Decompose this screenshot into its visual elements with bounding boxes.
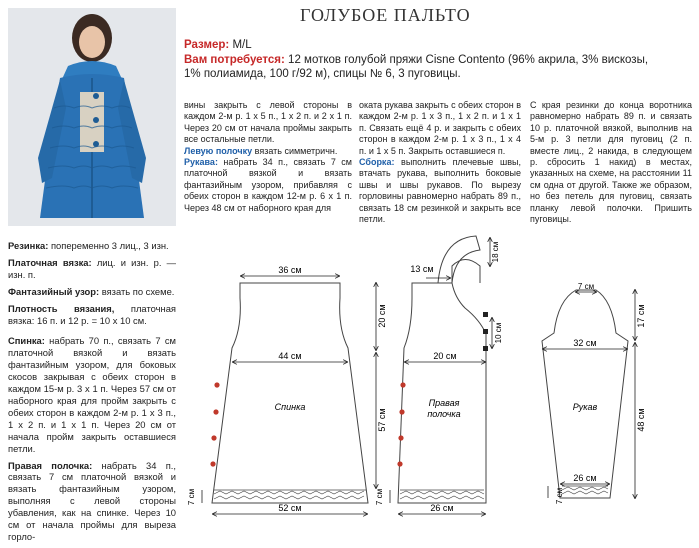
materials-line-2: 1% полиамида, 100 г/92 м), спицы № 6, 3 пуговицы. — [184, 68, 461, 80]
back-diagram — [187, 265, 387, 514]
fancy-text: вязать по схеме. — [99, 285, 175, 297]
back-rib-height: 7 см — [187, 488, 196, 506]
left-front-label: Левую полочку — [184, 145, 253, 156]
decrease-marker — [211, 435, 216, 440]
assembly-text: выполнить плечевые швы, втачать рукава, выполнить боковые швы и швы рукавов. По вырезу горловины равномерно набрать 89 п., связать 18 см резинкой и закрыть все петли. — [359, 157, 521, 225]
decrease-marker — [399, 409, 404, 414]
decrease-marker — [214, 382, 219, 387]
right-front-label: Правая полочка: — [8, 459, 93, 471]
rib-label: Резинка: — [8, 240, 49, 251]
front-rib-height: 7 см — [375, 488, 384, 506]
garter-text: лиц. и изн. р. — изн. п. — [8, 256, 177, 280]
back-label: Спинка: — [8, 335, 45, 347]
sleeve-label: Рукав — [572, 402, 598, 412]
size-label: Размер: — [184, 39, 230, 51]
right-front-diagram — [375, 236, 503, 514]
front-label-line2: полочка — [427, 409, 461, 419]
page-title: ГОЛУБОЕ ПАЛЬТО — [300, 5, 471, 25]
garter-label: Платочная вязка: — [8, 256, 92, 268]
col2-paragraph: оката рукава закрыть с обеих сторон в каждом 2-м р. 1 x 3 п., 1 x 2 п. и 1 x 1 п. Связать ещё 4 р. и закрыть с обеих сторон в каждом 2-м р. 1 x 3 п., 1 x 4 п. и 1 x 5 п. Закрыть оставшиеся п. — [359, 100, 521, 156]
back-bottom-width: 52 см — [278, 503, 302, 513]
materials-line-1 — [184, 53, 648, 67]
sleeve-length: 48 см — [636, 408, 646, 432]
col3-paragraph: С края резинки до конца воротника равномерно набрать 89 п. и связать 10 р. платочной вязкой, выполнив на 5-м р. 3 петли для пуговиц (2 п. вместе лиц., 2 накида, в следующем р. сбросить 1 накид) в местах, указанных на схеме, на расстоянии 11 см одна от другой. Также же образом, но без петель для пуговиц, связать планку левой полочки. Пришить пуговицы. — [530, 100, 692, 225]
materials-text-1: 12 мотков голубой пряжи Cisne Contento (96% акрила, 3% вискозы, — [284, 54, 649, 66]
coat-photo — [8, 8, 176, 226]
sleeve-label: Рукава: — [184, 157, 218, 168]
sleeve-text: набрать 34 п., связать 7 см платочной вязкой и вязать фантазийным узором, прибавляя с обеих сторон в каждом 12-м р. 6 x 1 п. Через 48 см от наборного края для — [184, 157, 352, 213]
front-label-line1: Правая — [428, 398, 460, 408]
sleeve-cap-height: 17 см — [636, 304, 646, 328]
sleeve-bottom-width: 26 см — [573, 473, 597, 483]
left-text-column — [8, 240, 176, 548]
buttonhole-marker — [483, 346, 488, 351]
fancy-label: Фантазийный узор: — [8, 285, 100, 297]
front-neck-width: 13 см — [410, 264, 434, 274]
front-bottom-width: 26 см — [430, 503, 454, 513]
placket-height: 10 см — [494, 322, 503, 344]
buttonhole-marker — [483, 312, 488, 317]
text-column-1 — [184, 100, 352, 214]
decrease-marker — [400, 382, 405, 387]
decrease-marker — [213, 409, 218, 414]
density-text: платочная вязка: 16 п. и 12 р. = 10 x 10 см. — [8, 302, 176, 326]
size-line — [184, 38, 252, 52]
buttonhole-marker — [483, 329, 488, 334]
materials-label: Вам потребуется: — [184, 54, 285, 66]
rib-text: попеременно 3 лиц., 3 изн. — [48, 240, 169, 251]
model-illustration — [8, 8, 176, 226]
text-column-2 — [359, 100, 521, 225]
sleeve-top-width: 7 см — [577, 282, 595, 291]
decrease-marker — [398, 435, 403, 440]
left-front-text: вязать симметричн. — [252, 145, 338, 156]
decrease-marker — [210, 461, 215, 466]
sleeve-rib-height: 7 см — [555, 487, 564, 505]
back-label: Спинка — [274, 402, 306, 412]
decrease-marker — [397, 461, 402, 466]
sleeve-diagram — [542, 282, 646, 504]
size-value: M/L — [229, 39, 252, 51]
back-mid-width: 44 см — [278, 351, 302, 361]
col1-paragraph: вины закрыть с левой стороны в каждом 2-м р. 1 x 5 п., 1 x 2 п. и 2 x 1 п. Через 20 см от начала проймы закрыть все остальные петли. — [184, 100, 352, 145]
text-column-3 — [530, 100, 692, 225]
sleeve-mid-width: 32 см — [573, 338, 597, 348]
front-mid-width: 20 см — [433, 351, 457, 361]
back-text: набрать 70 п., связать 7 см платочной вязкой и вязать фантазийным узором, для боковых скосов закрывая с обеих сторон в каждом 15-м р. 3 x 1 п. Через 57 см от наборного края для пройм закрыть с обеих сторон в каждом 2-м р. 1 x 3 п., 1 x 2 п. и 1 x 1 п. Через 20 см от начала пройм закрыть оставшиеся петли. — [8, 335, 176, 454]
collar-height: 18 см — [491, 241, 500, 263]
assembly-label: Сборка: — [359, 157, 395, 168]
pattern-diagrams — [180, 228, 699, 532]
back-armhole-height: 20 см — [377, 304, 387, 328]
density-label: Плотность вязания, — [8, 302, 115, 314]
right-front-text: набрать 34 п., связать 7 см платочной вязкой и вязать фантазийным узором, выполняя с левой стороны убавления, как на спинке. Через 10 см от начала проймы для выреза горло- — [8, 459, 176, 542]
back-side-height: 57 см — [377, 408, 387, 432]
back-top-width: 36 см — [278, 265, 302, 275]
